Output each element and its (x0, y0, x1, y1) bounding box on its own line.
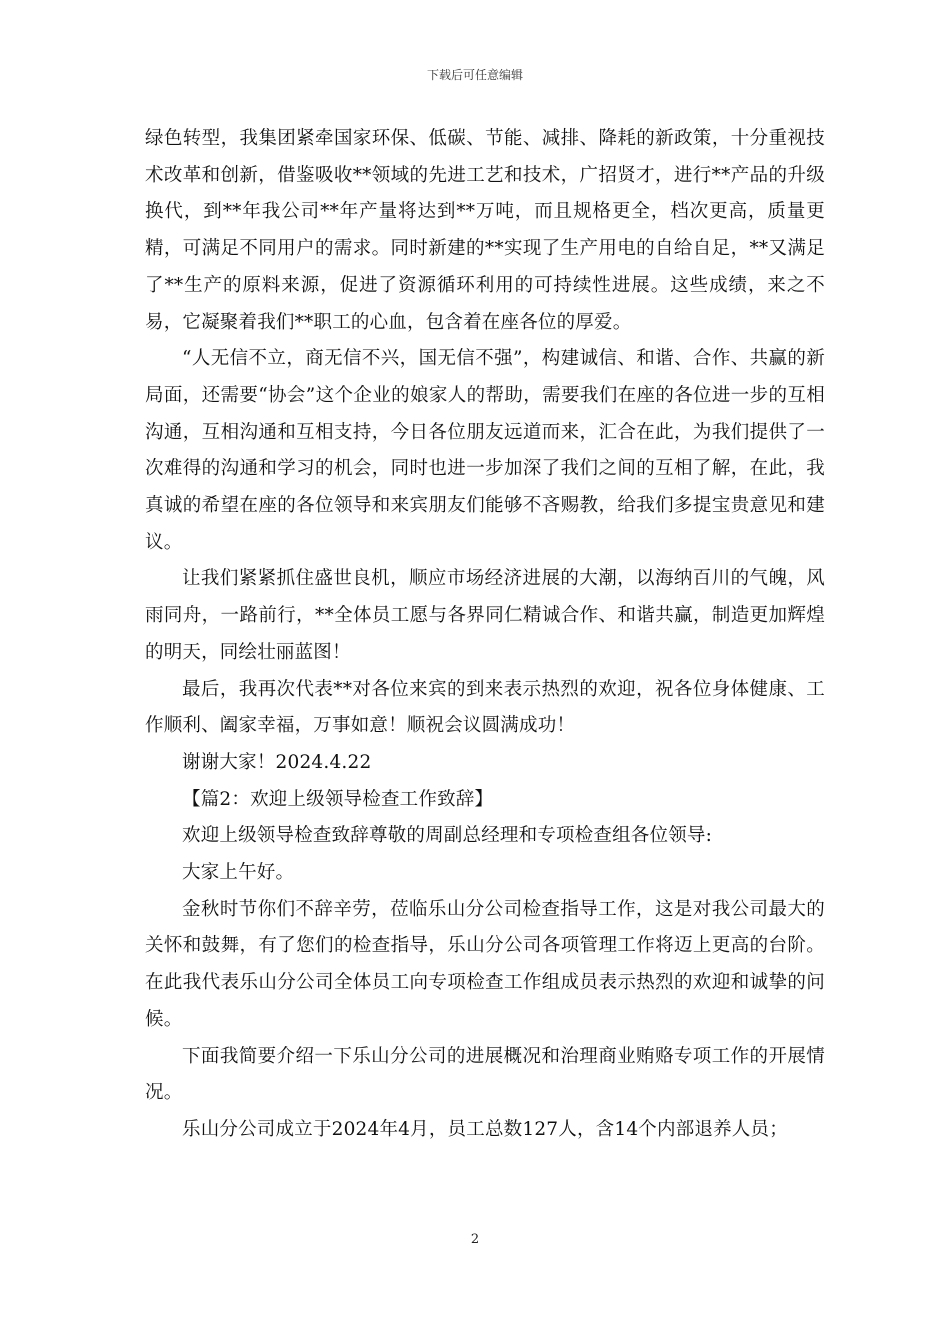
page-number: 2 (470, 1232, 480, 1247)
paragraph-4: 最后，我再次代表**对各位来宾的到来表示热烈的欢迎，祝各位身体健康、工作顺利、阖家幸福，万事如意！顺祝会议圆满成功！ (145, 678, 825, 737)
salutation: 欢迎上级领导检查致辞尊敬的周副总经理和专项检查组各位领导: (182, 825, 713, 847)
section-heading: 【篇2：欢迎上级领导检查工作致辞】 (182, 788, 494, 810)
paragraph-9: 金秋时节你们不辞辛劳，莅临乐山分公司检查指导工作，这是对我公司最大的关怀和鼓舞，有了您们的检查指导，乐山分公司各项管理工作将迈上更高的台阶。在此我代表乐山分公司全体员工向专项检查工作组成员表示热烈的欢迎和诚挚的问候。 (145, 898, 825, 1030)
paragraph-2: “人无信不立，商无信不兴，国无信不强”，构建诚信、和谐、合作、共赢的新局面，还需要“协会”这个企业的娘家人的帮助，需要我们在座的各位进一步的互相沟通，互相沟通和互相支持，今日各位朋友远道而来，汇合在此，为我们提供了一次难得的沟通和学习的机会，同时也进一步加深了我们之间的互相了解，在此，我真诚的希望在座的各位领导和来宾朋友们能够不吝赐教，给我们多提宝贵意见和建议。 (145, 348, 825, 553)
paragraph-5-thanks: 谢谢大家！2024.4.22 (182, 751, 372, 773)
paragraph-11: 乐山分公司成立于2024年4月，员工总数127人，含14个内部退养人员； (182, 1118, 788, 1140)
document-body (145, 121, 825, 1149)
paragraph-10: 下面我简要介绍一下乐山分公司的进展概况和治理商业贿赂专项工作的开展情况。 (145, 1045, 825, 1104)
greeting: 大家上午好。 (182, 862, 295, 884)
paragraph-1: 绿色转型，我集团紧牵国家环保、低碳、节能、减排、降耗的新政策，十分重视技术改革和创新，借鉴吸收**领域的先进工艺和技术，广招贤才，进行**产品的升级换代，到**年我公司**年产量将达到**万吨，而且规格更全，档次更高，质量更精，可满足不同用户的需求。同时新建的**实现了生产用电的自给自足，**又满足了**生产的原料来源，促进了资源循环利用的可持续性进展。这些成绩，来之不易，它凝聚着我们**职工的心血，包含着在座各位的厚爱。 (145, 128, 825, 333)
paragraph-3: 让我们紧紧抓住盛世良机，顺应市场经济进展的大潮，以海纳百川的气魄，风雨同舟，一路前行，**全体员工愿与各界同仁精诚合作、和谐共赢，制造更加辉煌的明天，同绘壮丽蓝图！ (145, 568, 825, 663)
header-note: 下载后可任意编辑 (426, 68, 523, 82)
